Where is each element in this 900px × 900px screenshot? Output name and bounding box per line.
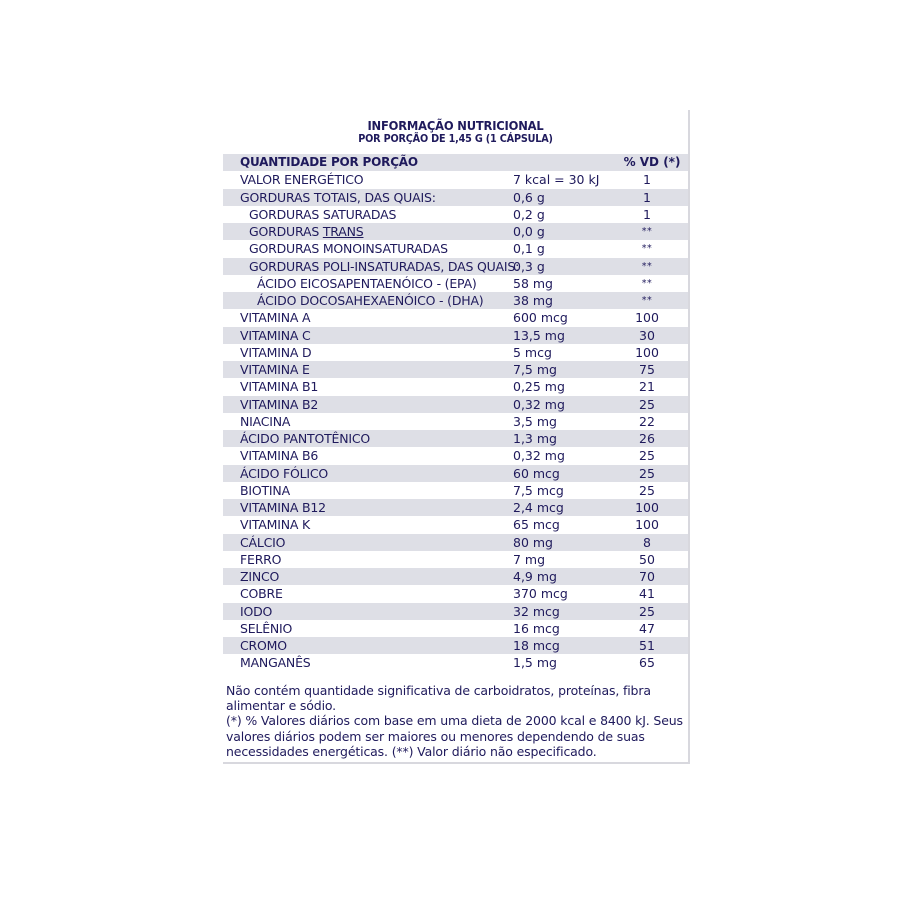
nutrient-name: GORDURAS MONOINSATURADAS [249, 241, 448, 257]
nutrient-amount: 370 mcg [513, 586, 568, 602]
nutrient-amount: 18 mcg [513, 638, 560, 653]
nutrient-amount: 7 kcal = 30 kJ [513, 172, 600, 188]
table-row [223, 603, 688, 620]
nutrient-name: NIACINA [240, 413, 291, 429]
nutrient-daily-value: ** [641, 226, 653, 237]
table-row [223, 534, 688, 551]
table-title: INFORMAÇÃO NUTRICIONAL [367, 118, 544, 133]
nutrition-table [223, 154, 688, 672]
nutrient-name: ÁCIDO PANTOTÊNICO [240, 431, 371, 446]
table-row [223, 499, 688, 516]
nutrient-name: FERRO [240, 551, 282, 567]
header-vd-label: % VD (*) [623, 155, 681, 169]
table-row [223, 258, 688, 275]
nutrient-amount: 0,25 mg [513, 379, 565, 395]
table-row [223, 430, 688, 447]
nutrient-name: VITAMINA K [240, 517, 310, 533]
nutrient-daily-value: ** [641, 243, 653, 255]
nutrient-name: VITAMINA B1 [240, 379, 319, 395]
nutrient-daily-value: 41 [639, 586, 655, 602]
nutrient-amount: 4,9 mg [513, 569, 557, 584]
nutrient-name: VITAMINA B2 [240, 396, 319, 412]
nutrient-name: CROMO [240, 638, 287, 653]
nutrient-name: VITAMINA E [240, 362, 310, 377]
nutrient-amount: 60 mcg [513, 465, 560, 481]
nutrient-daily-value: 25 [639, 465, 655, 481]
table-row [223, 189, 688, 206]
table-row [223, 413, 688, 430]
nutrient-amount: 600 mcg [513, 310, 568, 326]
table-row [223, 378, 688, 395]
table-row [223, 585, 688, 602]
nutrient-amount: 3,5 mg [513, 413, 557, 429]
nutrient-daily-value: 21 [639, 379, 655, 395]
nutrient-name: VITAMINA A [240, 310, 311, 326]
header-quantity-label: QUANTIDADE POR PORÇÃO [240, 155, 418, 169]
table-row [223, 171, 688, 188]
nutrient-amount: 7,5 mg [513, 362, 557, 377]
nutrient-amount: 0,3 g [513, 258, 545, 274]
nutrient-daily-value: 50 [639, 551, 655, 567]
nutrient-daily-value: 26 [639, 431, 655, 446]
nutrient-daily-value: 100 [635, 500, 659, 515]
nutrient-daily-value: ** [641, 260, 653, 272]
nutrient-daily-value: 25 [639, 603, 655, 619]
nutrient-name: GORDURAS POLI-INSATURADAS, DAS QUAIS: [249, 258, 520, 274]
serving-size: POR PORÇÃO DE 1,45 G (1 CÁPSULA) [358, 133, 553, 145]
nutrient-name: VALOR ENERGÉTICO [240, 172, 364, 188]
table-row [223, 568, 688, 585]
nutrient-name: VITAMINA C [240, 327, 311, 343]
table-row [223, 396, 688, 413]
table-row [223, 482, 688, 499]
nutrient-daily-value: 100 [635, 517, 659, 533]
nutrient-amount: 0,0 g [513, 224, 545, 239]
nutrient-amount: 7 mg [513, 551, 546, 567]
nutrient-amount: 0,1 g [513, 241, 545, 257]
nutrient-name: IODO [240, 603, 273, 619]
nutrient-name: ÁCIDO DOCOSAHEXAENÓICO - (DHA) [257, 293, 484, 308]
nutrient-name: CÁLCIO [240, 534, 286, 550]
nutrient-name-underlined: TRANS [322, 224, 364, 239]
nutrient-daily-value: ** [641, 277, 653, 289]
nutrient-amount: 58 mg [513, 275, 553, 291]
nutrient-daily-value: 25 [639, 448, 655, 464]
nutrient-daily-value: 1 [643, 206, 651, 222]
nutrient-name: GORDURAS TOTAIS, DAS QUAIS: [240, 189, 436, 205]
table-row [223, 223, 688, 240]
nutrient-daily-value: 100 [635, 344, 659, 360]
nutrient-amount: 5 mcg [513, 344, 552, 360]
nutrient-name: COBRE [240, 586, 283, 602]
nutrient-amount: 16 mcg [513, 620, 560, 636]
nutrient-amount: 0,2 g [513, 206, 545, 222]
table-row [223, 327, 688, 344]
table-row [223, 465, 688, 482]
nutrient-amount: 32 mcg [513, 603, 560, 619]
nutrient-amount: 38 mg [513, 293, 553, 308]
nutrient-daily-value: 100 [635, 310, 659, 326]
table-row [223, 620, 688, 637]
nutrient-amount: 80 mg [513, 534, 553, 550]
nutrient-daily-value: ** [641, 295, 653, 306]
nutrient-daily-value: 22 [639, 413, 655, 429]
nutrient-daily-value: 75 [639, 362, 655, 377]
table-row [223, 361, 688, 378]
table-row [223, 447, 688, 464]
nutrient-name: MANGANÊS [240, 655, 311, 671]
nutrient-amount: 0,32 mg [513, 396, 565, 412]
nutrient-amount: 0,6 g [513, 189, 545, 205]
nutrient-amount: 0,32 mg [513, 448, 565, 464]
table-row [223, 654, 688, 671]
nutrient-daily-value: 1 [643, 172, 651, 188]
nutrient-daily-value: 47 [639, 620, 655, 636]
footnote-daily-values: (*) % Valores diários com base em uma dieta de 2000 kcal e 8400 kJ. Seus valores diários podem ser maiores ou menores dependendo de suas necessidades energéticas. (**) Valor diário não especificado. [226, 713, 683, 759]
nutrient-name: BIOTINA [240, 482, 290, 498]
nutrient-daily-value: 65 [639, 655, 655, 671]
nutrient-name: VITAMINA D [240, 344, 312, 360]
table-row [223, 206, 688, 223]
nutrient-daily-value: 30 [639, 327, 655, 343]
nutrient-name: ZINCO [240, 569, 280, 584]
footnotes [226, 683, 688, 759]
footnote-not-significant: Não contém quantidade significativa de carboidratos, proteínas, fibra alimentar e sódio. [226, 683, 651, 714]
nutrient-amount: 1,5 mg [513, 655, 557, 671]
table-row [223, 516, 688, 533]
table-row [223, 551, 688, 568]
nutrient-name: ÁCIDO FÓLICO [240, 465, 329, 481]
nutrient-name: VITAMINA B6 [240, 448, 319, 464]
nutrient-name: ÁCIDO EICOSAPENTAENÓICO - (EPA) [257, 275, 477, 291]
table-row [223, 344, 688, 361]
table-row [223, 240, 688, 257]
nutrient-name: VITAMINA B12 [240, 500, 326, 515]
nutrient-daily-value: 70 [639, 569, 655, 584]
nutrient-name: SELÊNIO [240, 620, 293, 636]
table-row [223, 309, 688, 326]
table-header-row [223, 154, 688, 171]
nutrient-amount: 2,4 mcg [513, 500, 564, 515]
nutrient-daily-value: 25 [639, 482, 655, 498]
nutrient-name-part: GORDURAS [249, 224, 323, 239]
nutrition-facts-panel [223, 110, 688, 762]
table-row [223, 275, 688, 292]
nutrient-daily-value: 25 [639, 396, 655, 412]
nutrient-amount: 13,5 mg [513, 327, 565, 343]
nutrient-amount: 65 mcg [513, 517, 560, 533]
nutrient-name: GORDURAS SATURADAS [249, 206, 397, 222]
table-row [223, 292, 688, 309]
nutrient-daily-value: 1 [643, 189, 651, 205]
nutrient-daily-value: 8 [643, 534, 651, 550]
nutrient-amount: 7,5 mcg [513, 482, 564, 498]
nutrient-name [249, 223, 363, 240]
table-row [223, 637, 688, 654]
nutrient-daily-value: 51 [639, 638, 655, 653]
nutrient-amount: 1,3 mg [513, 431, 557, 446]
